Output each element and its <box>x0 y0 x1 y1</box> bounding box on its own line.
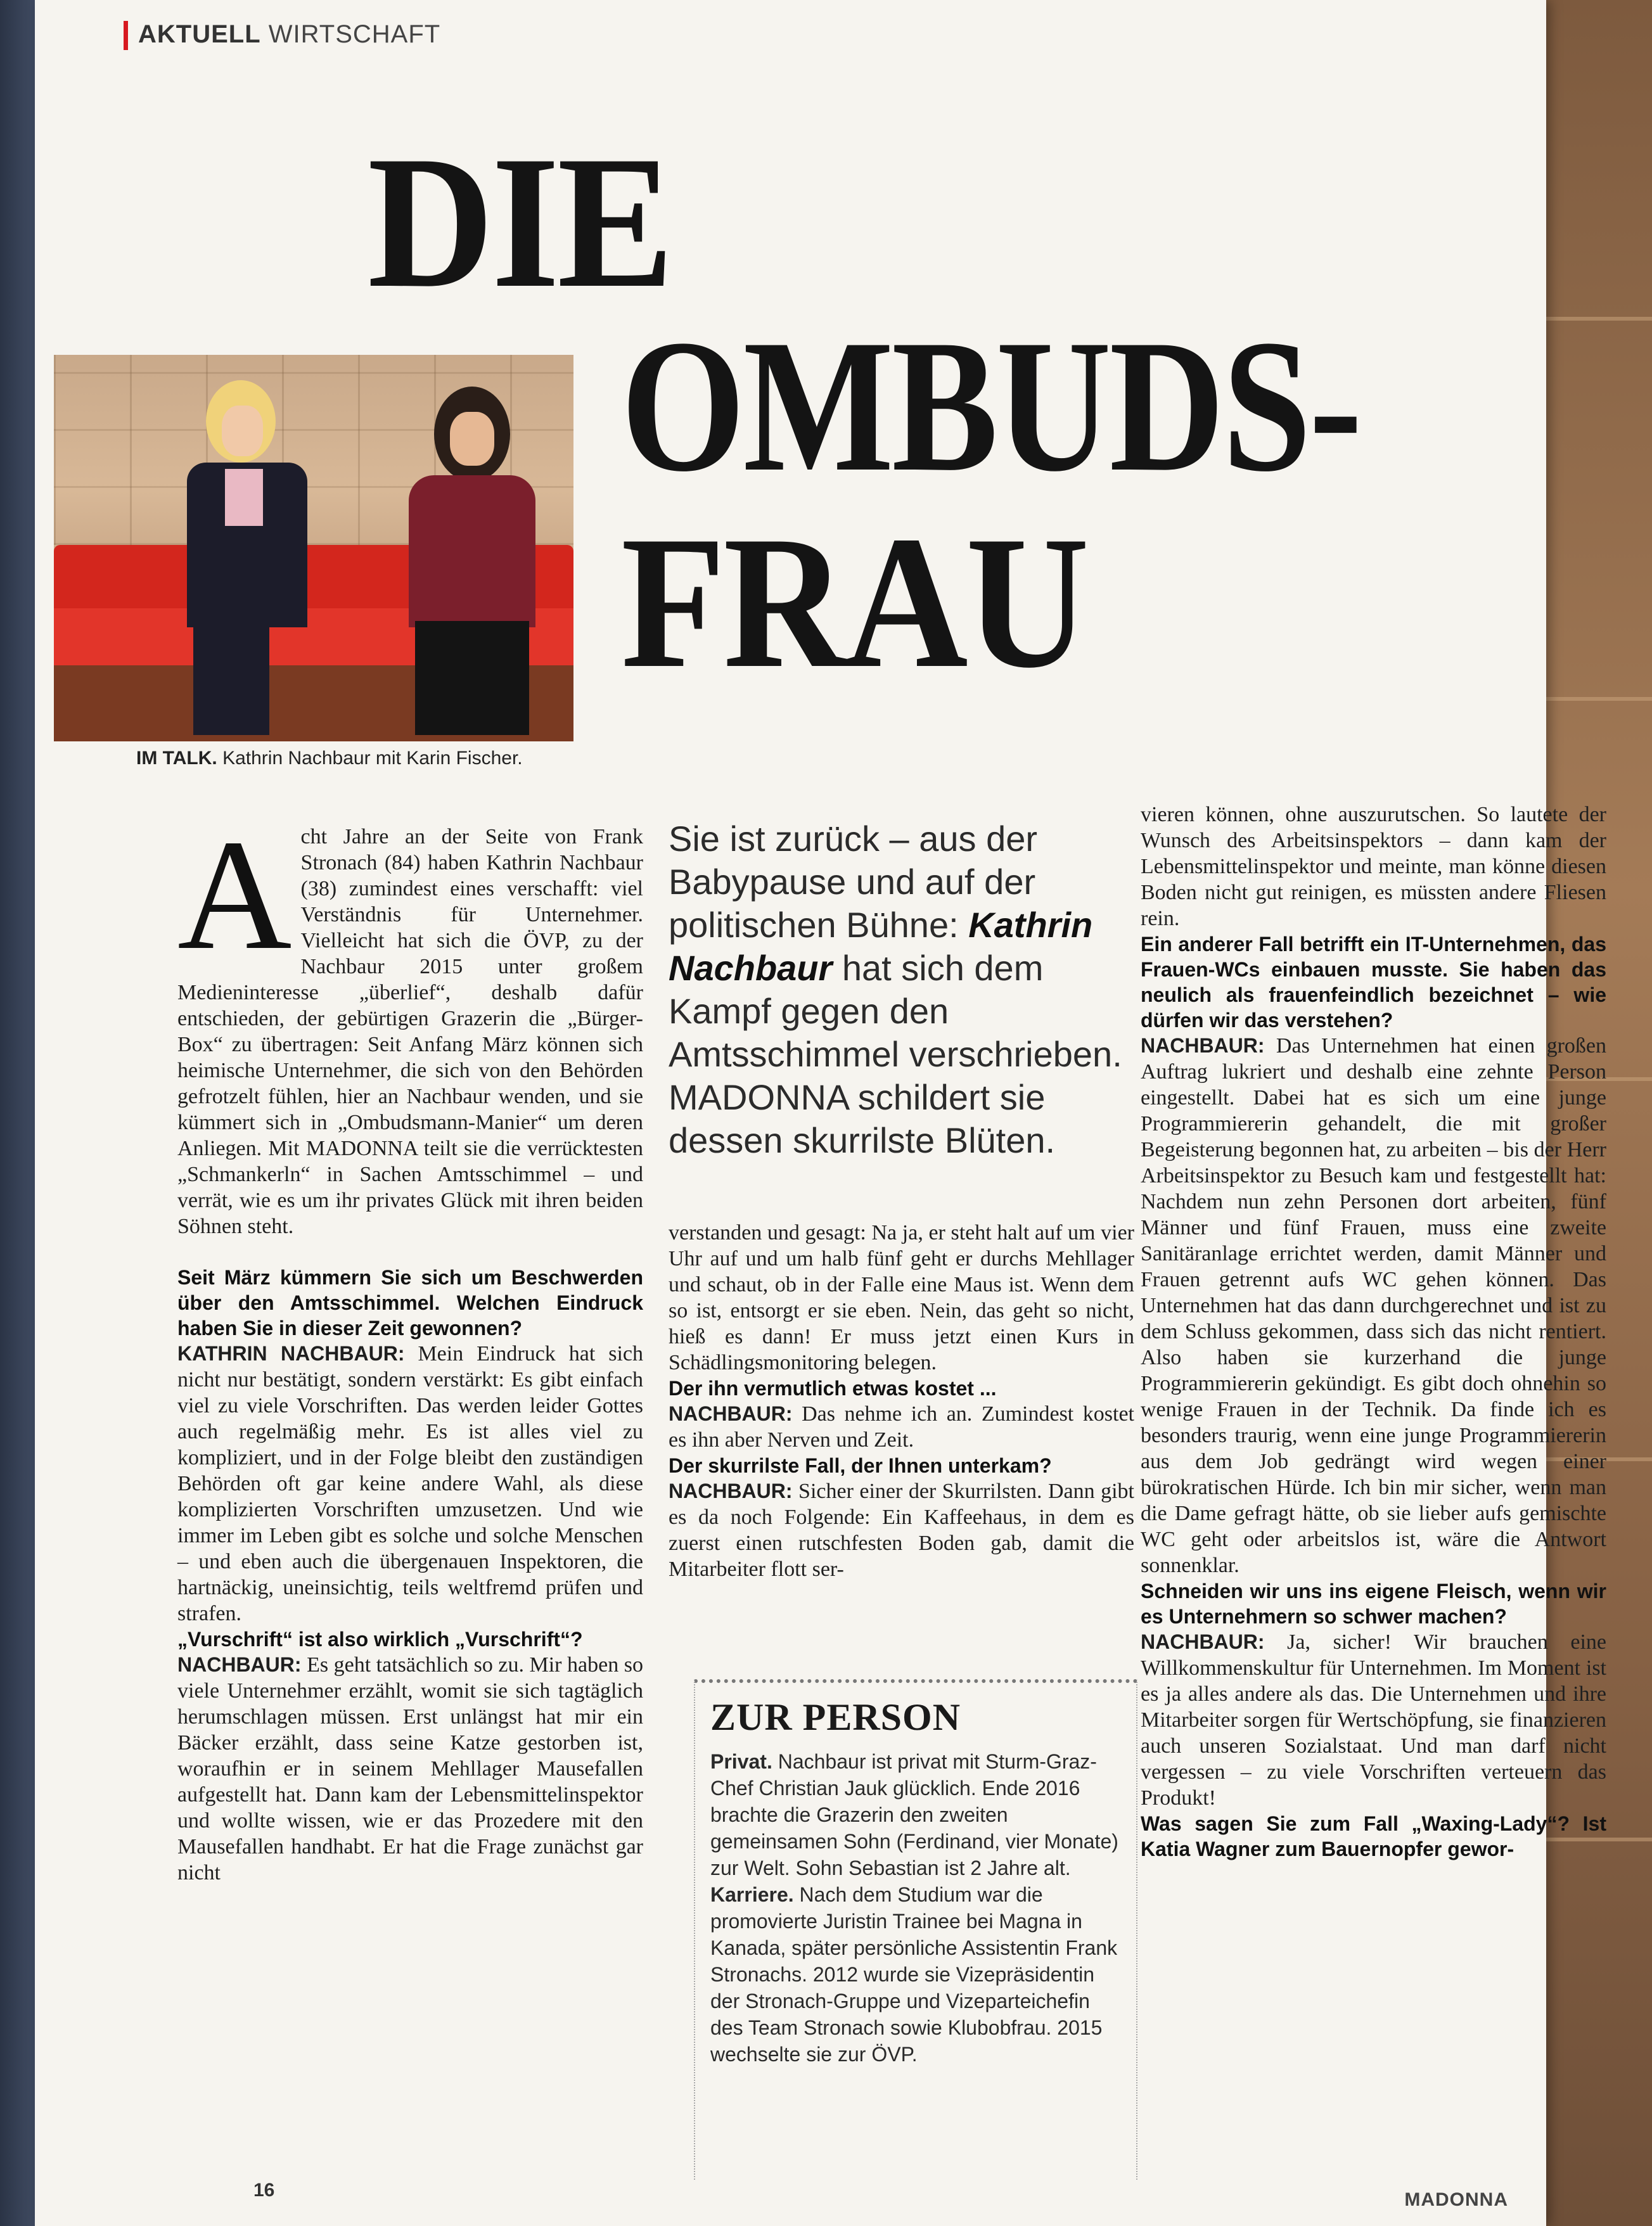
zur-person-box <box>694 1679 1137 2180</box>
column-2-continuation: verstanden und gesagt: Na ja, er steht halt auf um vier Uhr auf und um halb fünf geht er durchs Mehllager und schaut, ob in der Falle eine Maus ist. Wenn dem so ist, entsorgt er sie eben. Nein, das geht so nicht, hieß es dann! Er muss jetzt einen Kurs in Schädlingsmonitoring belegen. <box>669 1221 1134 1374</box>
interview-photo <box>54 355 573 741</box>
lead-paragraph <box>669 817 1125 1162</box>
rubric-subsection: WIRTSCHAFT <box>268 20 441 48</box>
speaker-label: NACHBAUR: <box>1141 1630 1265 1653</box>
person-right <box>396 380 548 735</box>
person-left <box>181 380 314 735</box>
caption-lead: IM TALK. <box>136 748 217 769</box>
speaker-label: KATHRIN NACHBAUR: <box>177 1342 405 1365</box>
speaker-label: NACHBAUR: <box>669 1480 793 1502</box>
box-title: ZUR PERSON <box>710 1696 961 1738</box>
rubric-section: AKTUELL <box>138 20 261 48</box>
karriere-text: Nach dem Studium war die promovierte Juristin Trainee bei Magna in Kanada, später persönliche Assistentin Frank Stronachs. 2012 wurde sie Vizepräsidentin der Stronach-Gruppe und Vizeparteichefin des Team Stronach sowie Klubobfrau. 2015 wechselte sie zur ÖVP. <box>710 1883 1118 2066</box>
speaker-label: NACHBAUR: <box>669 1402 793 1425</box>
dropcap: A <box>177 807 292 983</box>
speaker-label: NACHBAUR: <box>1141 1034 1265 1057</box>
answer-text: Das nehme ich an. Zumindest kostet es ihn aber Nerven und Zeit. <box>669 1402 1134 1452</box>
rubric-bar <box>124 21 128 50</box>
lead-part-2: hat sich dem Kampf gegen den Amtsschimmel verschrieben. MADONNA schildert sie dessen skurrilste Blüten. <box>669 948 1122 1160</box>
column-1 <box>177 807 643 1886</box>
lead-name: Kathrin Nachbaur <box>669 905 1093 988</box>
privat-text: Nachbaur ist privat mit Sturm-Graz-Chef Christian Jauk glücklich. Ende 2016 brachte die Grazerin den zweiten gemeinsamen Sohn (Ferdinand, vier Monate) zur Welt. Sohn Sebastian ist 2 Jahre alt. <box>710 1750 1118 1879</box>
question-3: Der ihn vermutlich etwas kostet ... <box>669 1377 997 1400</box>
intro-text: cht Jahre an der Seite von Frank Stronach (84) haben Kathrin Nachbaur (38) zumindest eines verschafft: viel Verständnis für Unternehmer. Vielleicht hat sich die ÖVP, zu der Nachbaur 2015 unter großem Medieninteresse „überlief“, deshalb dafür entschieden, der gebürtigen Grazerin die „Bürger-Box“ zu übertragen: Seit Anfang März können sich heimische Unternehmer, die sich von den Behörden gefrotzelt fühlen, hier an Nachbaur wenden, und sie kümmert sich in „Ombudsmann-Manier“ um deren Anliegen. Mit MADONNA teilt sie die verrücktesten „Schmankerln“ in Sachen Amtsschimmel – und verrät, wie es um ihr privates Glück mit ihren beiden Söhnen steht. <box>177 825 643 1238</box>
question-2: „Vurschrift“ ist also wirklich „Vurschrift“? <box>177 1628 583 1651</box>
answer-text: Ja, sicher! Wir brauchen eine Willkommenskultur für Unternehmen. Im Moment ist es ja alles andere als das. Die Unternehmen und ihre Mitarbeiter sorgen für Wertschöpfung, sie finanzieren auch unseren Sozialstaat. Und man darf nicht vergessen – zu viele Vorschriften verteuern das Produkt! <box>1141 1630 1606 1810</box>
column-3 <box>1141 802 1606 1862</box>
section-rubric <box>124 20 440 50</box>
question-5: Ein anderer Fall betrifft ein IT-Unternehmen, das Frauen-WCs einbauen musste. Sie haben das neulich als frauenfeindlich bezeichnet – wie dürfen wir das verstehen? <box>1141 933 1606 1032</box>
question-4: Der skurrilste Fall, der Ihnen unterkam? <box>669 1454 1052 1477</box>
question-1: Seit März kümmern Sie sich um Beschwerden über den Amtsschimmel. Welchen Eindruck haben Sie in dieser Zeit gewonnen? <box>177 1266 643 1340</box>
column-3-continuation: vieren können, ohne auszurutschen. So lautete der Wunsch des Arbeitsinspektors – dann kam der Lebensmittelinspektor und meinte, man könne diesen Boden nicht gut reinigen, es müssten andere Fliesen rein. <box>1141 803 1606 930</box>
magazine-footer: MADONNA <box>1404 2189 1508 2210</box>
answer-5 <box>1141 1033 1606 1578</box>
answer-text: Das Unternehmen hat einen großen Auftrag lukriert und deshalb eine zehnte Person eingestellt. Dabei hat es sich um eine junge Programmiererin gehandelt, die mit großer Begeisterung begonnen hat, zu arbeiten – bis der Herr Arbeitsinspektor zu Besuch kam und festgestellt hat: Nachdem nun zehn Personen dort arbeiten, fünf Männer und fünf Frauen, muss eine zweite Sanitäranlage errichtet werden, damit Männer und Frauen getrennt aufs WC gehen können. Das Unternehmen hat das dann durchgerechnet und ist zu dem Schluss gekommen, dass sich das nicht rentiert. Also haben sie kurzerhand die junge Programmiererin gekündigt. Es gibt doch ohnehin so wenige Frauen in der Technik. Da finde ich es besonders traurig, wenn eine junge Programmiererin aus dem Job gedrängt wird wegen einer bürokratischen Hürde. Ich bin mir sicher, wenn man die Dame gefragt hätte, ob sie lieber aufs gemischte WC geht oder arbeitslos ist, wäre die Antwort sonnenklar. <box>1141 1034 1606 1577</box>
answer-text: Sicher einer der Skurrilsten. Dann gibt es da noch Folgende: Ein Kaffeehaus, in dem es zuerst einen rutschfesten Boden gab, damit die Mitarbeiter flott ser- <box>669 1480 1134 1581</box>
answer-3 <box>669 1401 1134 1453</box>
answer-4 <box>669 1478 1134 1582</box>
question-6: Schneiden wir uns ins eigene Fleisch, wenn wir es Unternehmern so schwer machen? <box>1141 1580 1606 1628</box>
page-number: 16 <box>253 2180 275 2201</box>
lead-part-1: Sie ist zurück – aus der Babypause und auf der politischen Bühne: <box>669 819 1038 945</box>
headline-line-2: OMBUDS- <box>621 300 1361 511</box>
magazine-page <box>35 0 1606 2226</box>
headline-line-3: FRAU <box>621 497 1087 707</box>
box-privat <box>710 1748 1121 1881</box>
speaker-label: NACHBAUR: <box>177 1653 302 1676</box>
karriere-label: Karriere. <box>710 1883 794 1906</box>
answer-2 <box>177 1652 643 1886</box>
answer-text: Mein Eindruck hat sich nicht nur bestätigt, sondern verstärkt: Es gibt einfach viel zu viele Vorschriften. Das werden leider Gottes auch regelmäßig mehr. Es ist alles viel zu kompliziert, und in der Folge bleibt den zuständigen Behörden oft gar keine andere Wahl, als diese komplizierten Vorschriften umzusetzen. Und wie immer im Leben gibt es solche und solche Menschen – und eben auch die übergenauen Inspektoren, die hartnäckig, uneinsichtig, teils weltfremd prüfen und strafen. <box>177 1342 643 1625</box>
privat-label: Privat. <box>710 1750 772 1773</box>
question-7: Was sagen Sie zum Fall „Waxing-Lady“? Ist Katia Wagner zum Bauernopfer gewor- <box>1141 1812 1606 1860</box>
headline-line-1: DIE <box>368 117 672 327</box>
intro-paragraph <box>177 807 643 1239</box>
answer-1 <box>177 1341 643 1627</box>
column-2 <box>669 1220 1134 1582</box>
box-karriere <box>710 1881 1121 2068</box>
answer-text: Es geht tatsächlich so zu. Mir haben so viele Unternehmer erzählt, womit sie sich tagtäglich herumschlagen müssen. Erst unlängst hat mir ein Bäcker erzählt, dass seine Katze gestorben ist, woraufhin er in seinem Mehllager Mausefallen aufgestellt hat. Dann kam der Lebensmittelinspektor und wollte wissen, wie er das Prozedere mit den Mausefallen handhabt. Er hat die Frage zunächst gar nicht <box>177 1653 643 1884</box>
answer-6 <box>1141 1629 1606 1811</box>
photo-caption <box>136 748 523 769</box>
caption-text: Kathrin Nachbaur mit Karin Fischer. <box>222 748 523 769</box>
